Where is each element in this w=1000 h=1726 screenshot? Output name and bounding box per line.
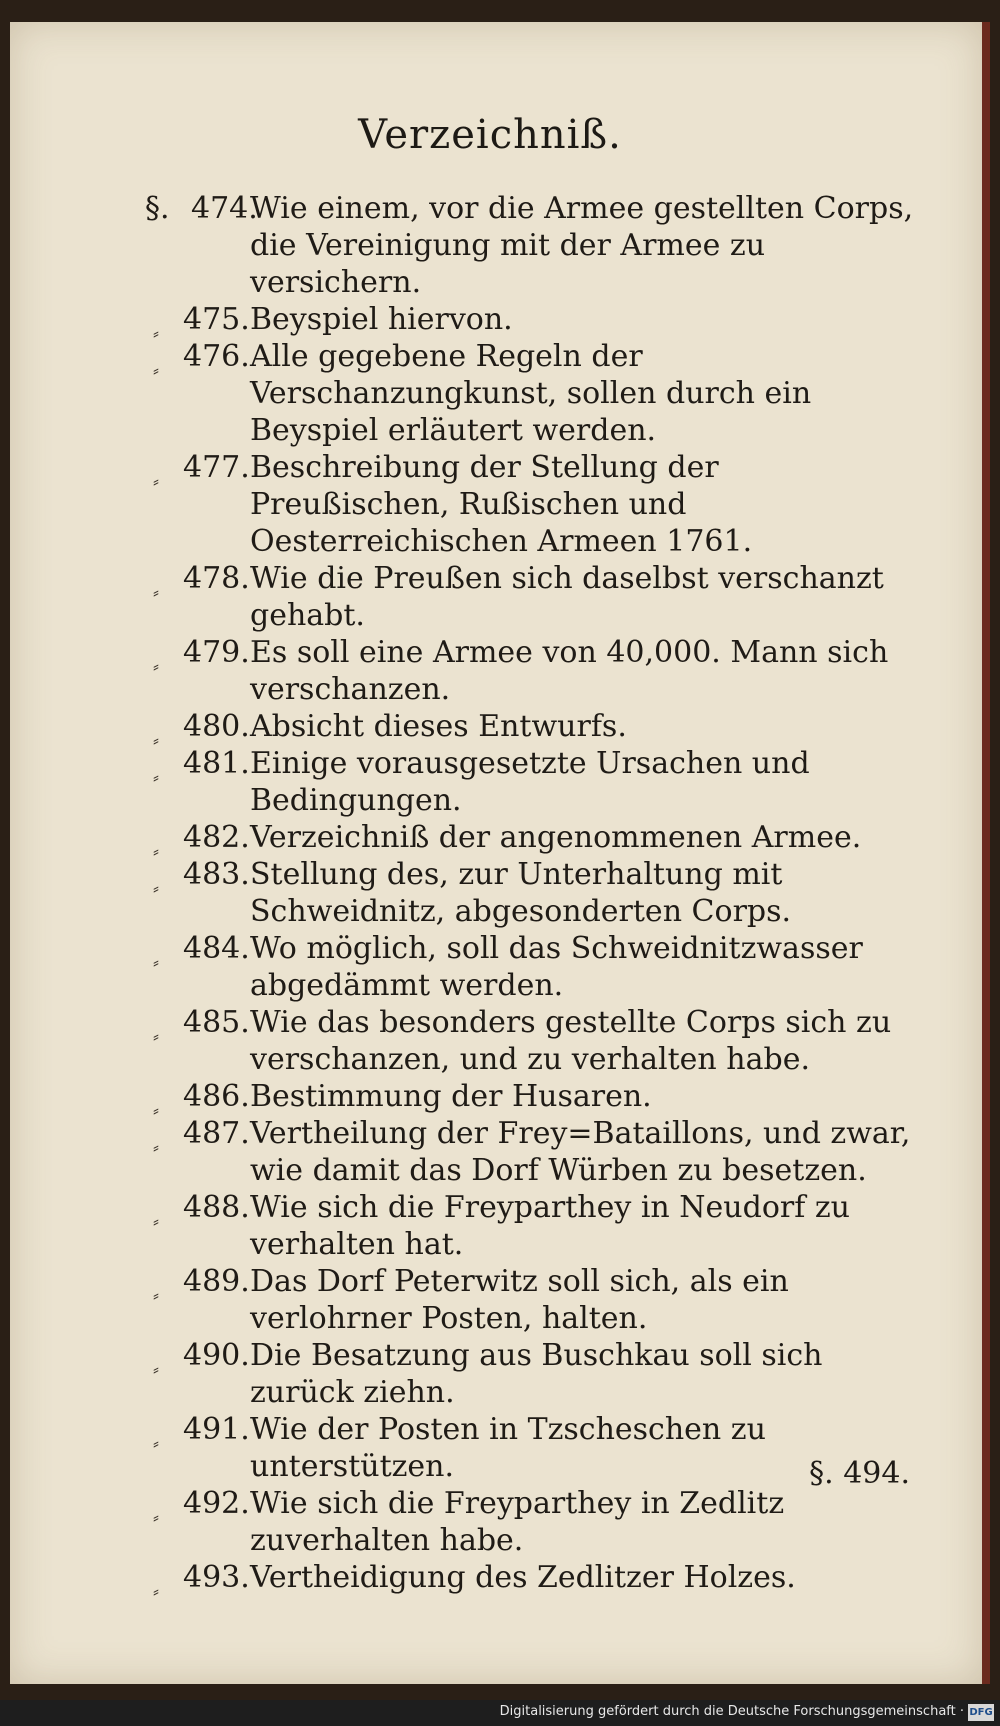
entry-number: 482.: [183, 820, 250, 855]
toc-entry: [145, 1004, 925, 1078]
toc-entry: [145, 1189, 925, 1263]
toc-entry: [145, 856, 925, 930]
entry-text: Wie der Posten in Tzscheschen zu unterstützen.: [250, 1412, 766, 1484]
toc-entry: [145, 1115, 925, 1189]
entry-text: Alle gegebene Regeln der Verschanzungkunst, sollen durch ein Beyspiel erläutert werden.: [250, 339, 812, 448]
entry-number: 478.: [183, 561, 250, 596]
entry-text: Die Besatzung aus Buschkau soll sich zurück ziehn.: [250, 1338, 823, 1410]
entry-text: Vertheilung der Frey=Bataillons, und zwar, wie damit das Dorf Würben zu besetzen.: [250, 1116, 911, 1188]
toc-entry: [145, 449, 925, 560]
entry-text: Beschreibung der Stellung der Preußischen, Rußischen und Oesterreichischen Armeen 1761.: [250, 450, 753, 559]
entry-text: Absicht dieses Entwurfs.: [250, 709, 627, 744]
footer-bar: [0, 1700, 1000, 1726]
ditto-mark: ⸗: [153, 1507, 159, 1528]
entry-number: 491.: [183, 1412, 250, 1447]
entry-text: Das Dorf Peterwitz soll sich, als ein verlohrner Posten, halten.: [250, 1264, 789, 1336]
entry-number: 484.: [183, 931, 250, 966]
entry-number: 479.: [183, 635, 250, 670]
ditto-mark: ⸗: [153, 841, 159, 862]
ditto-mark: ⸗: [153, 1137, 159, 1158]
ditto-mark: ⸗: [153, 1581, 159, 1602]
toc-entry: [145, 745, 925, 819]
ditto-mark: ⸗: [153, 1100, 159, 1121]
entry-text: Wie sich die Freyparthey in Neudorf zu verhalten hat.: [250, 1190, 850, 1262]
ditto-mark: ⸗: [153, 1211, 159, 1232]
ditto-mark: ⸗: [153, 952, 159, 973]
entry-text: Beyspiel hiervon.: [250, 302, 513, 337]
ditto-mark: ⸗: [153, 767, 159, 788]
ditto-mark: ⸗: [153, 656, 159, 677]
toc-entry: [145, 1485, 925, 1559]
toc-entry: [145, 708, 925, 751]
table-of-contents: [145, 190, 925, 1602]
entry-text: Wie die Preußen sich daselbst verschanzt gehabt.: [250, 561, 884, 633]
toc-entry: [145, 1337, 925, 1411]
footer-credit: Digitalisierung gefördert durch die Deutsche Forschungsgemeinschaft ·: [499, 1704, 964, 1719]
entry-number: 489.: [183, 1264, 250, 1299]
entry-text: Wie sich die Freyparthey in Zedlitz zuverhalten habe.: [250, 1486, 785, 1558]
page-title: Verzeichniß.: [358, 112, 622, 158]
entry-text: Verzeichniß der angenommenen Armee.: [250, 820, 862, 855]
toc-entry: [145, 560, 925, 634]
ditto-mark: ⸗: [153, 878, 159, 899]
entry-number: 476.: [183, 339, 250, 374]
entry-text: Es soll eine Armee von 40,000. Mann sich verschanzen.: [250, 635, 889, 707]
toc-entry: [145, 930, 925, 1004]
entry-number: 486.: [183, 1079, 250, 1114]
entry-text: Vertheidigung des Zedlitzer Holzes.: [250, 1560, 796, 1595]
toc-entry: [145, 1078, 925, 1121]
ditto-mark: ⸗: [153, 1285, 159, 1306]
toc-entry: [145, 301, 925, 344]
entry-text: Wie einem, vor die Armee gestellten Corps, die Vereinigung mit der Armee zu versichern.: [250, 191, 914, 300]
ditto-mark: ⸗: [153, 360, 159, 381]
entry-text: Wie das besonders gestellte Corps sich zu verschanzen, und zu verhalten habe.: [250, 1005, 892, 1077]
entry-number: 485.: [183, 1005, 250, 1040]
ditto-mark: ⸗: [153, 582, 159, 603]
entry-number: 474.: [191, 191, 258, 226]
entry-number: 487.: [183, 1116, 250, 1151]
entry-number: 490.: [183, 1338, 250, 1373]
ditto-mark: ⸗: [153, 730, 159, 751]
entry-number: 493.: [183, 1560, 250, 1595]
toc-entry: [145, 634, 925, 708]
entry-text: Bestimmung der Husaren.: [250, 1079, 652, 1114]
toc-entry: [145, 819, 925, 862]
entry-number: 481.: [183, 746, 250, 781]
entry-number: 477.: [183, 450, 250, 485]
entry-number: 483.: [183, 857, 250, 892]
ditto-mark: ⸗: [153, 323, 159, 344]
section-sign: §.: [145, 191, 170, 226]
entry-text: Wo möglich, soll das Schweidnitzwasser abgedämmt werden.: [250, 931, 863, 1003]
entry-text: Stellung des, zur Unterhaltung mit Schweidnitz, abgesonderten Corps.: [250, 857, 792, 929]
toc-entry: [145, 338, 925, 449]
toc-entry: [145, 1559, 925, 1602]
toc-entry: [145, 190, 925, 301]
ditto-mark: ⸗: [153, 471, 159, 492]
toc-entry: [145, 1411, 925, 1485]
dfg-logo: DFG: [968, 1704, 994, 1721]
catchword: §. 494.: [809, 1456, 910, 1491]
entry-number: 475.: [183, 302, 250, 337]
entry-number: 480.: [183, 709, 250, 744]
ditto-mark: ⸗: [153, 1433, 159, 1454]
ditto-mark: ⸗: [153, 1359, 159, 1380]
entry-text: Einige vorausgesetzte Ursachen und Bedingungen.: [250, 746, 810, 818]
ditto-mark: ⸗: [153, 1026, 159, 1047]
toc-entry: [145, 1263, 925, 1337]
entry-number: 488.: [183, 1190, 250, 1225]
entry-number: 492.: [183, 1486, 250, 1521]
